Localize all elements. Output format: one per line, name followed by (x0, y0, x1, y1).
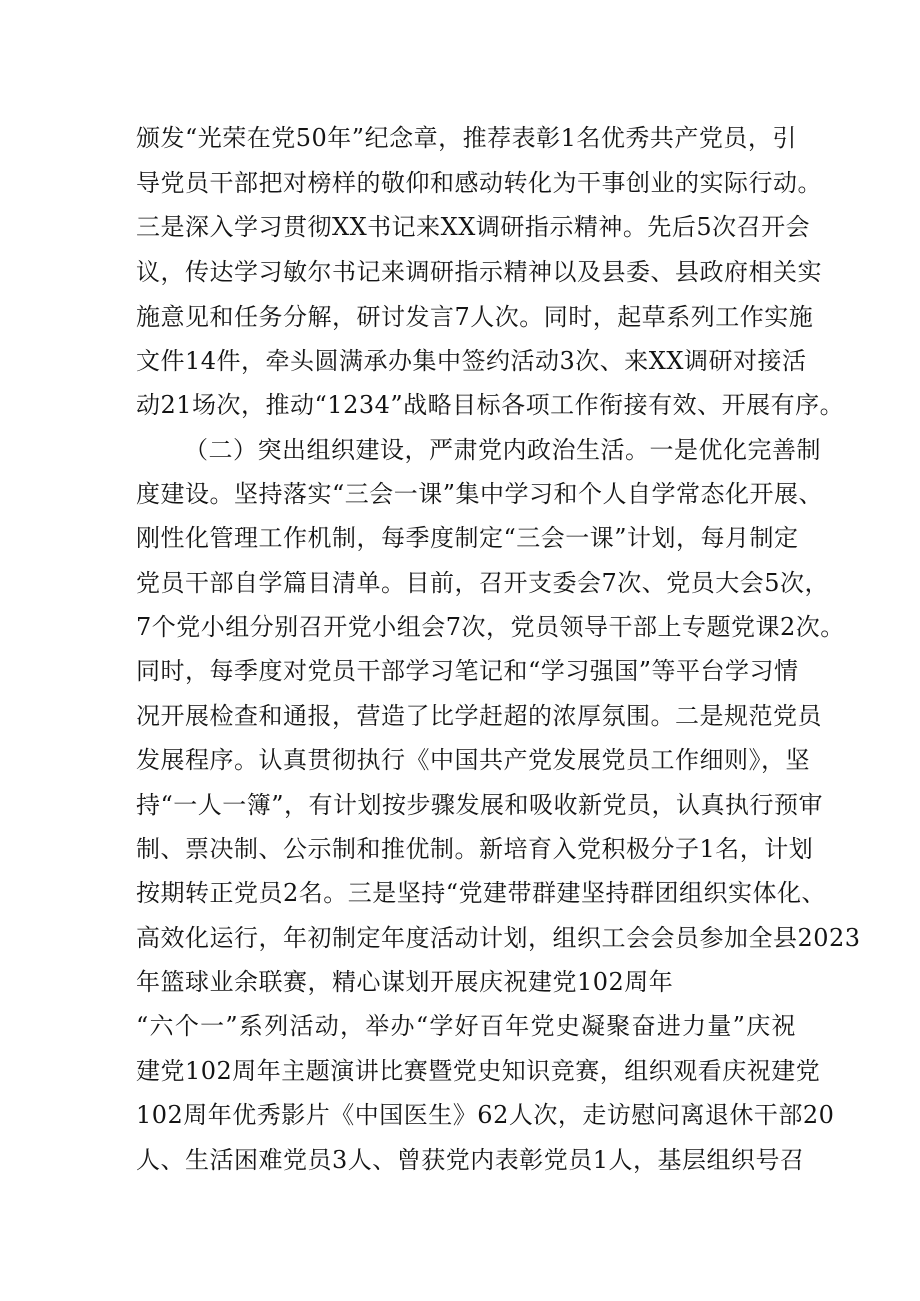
paragraph-line: 高效化运行，年初制定年度活动计划，组织工会会员参加全县2023 (136, 924, 861, 952)
paragraph-line: 制、票决制、公示制和推优制。新培育入党积极分子1名，计划 (136, 835, 814, 863)
paragraph-line: 颁发“光荣在党50年”纪念章，推荐表彰1名优秀共产党员，引 (136, 124, 797, 152)
paragraph-line: 发展程序。认真贯彻执行《中国共产党发展党员工作细则》，坚 (136, 746, 810, 774)
paragraph-line: 建党102周年主题演讲比赛暨党史知识竞赛，组织观看庆祝建党 (136, 1057, 821, 1085)
paragraph-line: 文件14件，牵头圆满承办集中签约活动3次、来XX调研对接活 (136, 347, 807, 375)
paragraph-line: 况开展检查和通报，营造了比学赶超的浓厚氛围。二是规范党员 (136, 702, 822, 730)
paragraph-line: 动21场次，推动“1234”战略目标各项工作衔接有效、开展有序。 (136, 391, 845, 419)
paragraph-line: 议，传达学习敏尔书记来调研指示精神以及县委、县政府相关实 (136, 258, 822, 286)
paragraph-line: “六个一”系列活动，举办“学好百年党史凝聚奋进力量”庆祝 (136, 1012, 796, 1040)
paragraph-line: 102周年优秀影片《中国医生》62人次，走访慰问离退休干部20 (136, 1101, 835, 1129)
paragraph-line: 人、生活困难党员3人、曾获党内表彰党员1人，基层组织号召 (136, 1146, 805, 1174)
paragraph-line: 同时，每季度对党员干部学习笔记和“学习强国”等平台学习情 (136, 657, 799, 685)
paragraph-line: 施意见和任务分解，研讨发言7人次。同时，起草系列工作实施 (136, 303, 814, 331)
paragraph-line: 刚性化管理工作机制，每季度制定“三会一课”计划，每月制定 (136, 524, 799, 552)
paragraph-line: 度建设。坚持落实“三会一课”集中学习和个人自学常态化开展、 (136, 480, 824, 508)
paragraph-line: 持“一人一簿”，有计划按步骤发展和吸收新党员，认真执行预审 (136, 791, 824, 819)
paragraph-line: 年篮球业余联赛，精心谋划开展庆祝建党102周年 (136, 968, 674, 996)
paragraph-line: 导党员干部把对榜样的敬仰和感动转化为干事创业的实际行动。 (136, 169, 822, 197)
section-heading-line: （二）突出组织建设，严肃党内政治生活。一是优化完善制 (184, 436, 821, 464)
paragraph-line: 党员干部自学篇目清单。目前，召开支委会7次、党员大会5次， (136, 569, 830, 597)
paragraph-line: 按期转正党员2名。三是坚持“党建带群建坚持群团组织实体化、 (136, 879, 827, 907)
paragraph-line: 三是深入学习贯彻XX书记来XX调研指示精神。先后5次召开会 (136, 213, 811, 241)
paragraph-line: 7个党小组分别召开党小组会7次，党员领导干部上专题党课2次。 (136, 613, 845, 641)
